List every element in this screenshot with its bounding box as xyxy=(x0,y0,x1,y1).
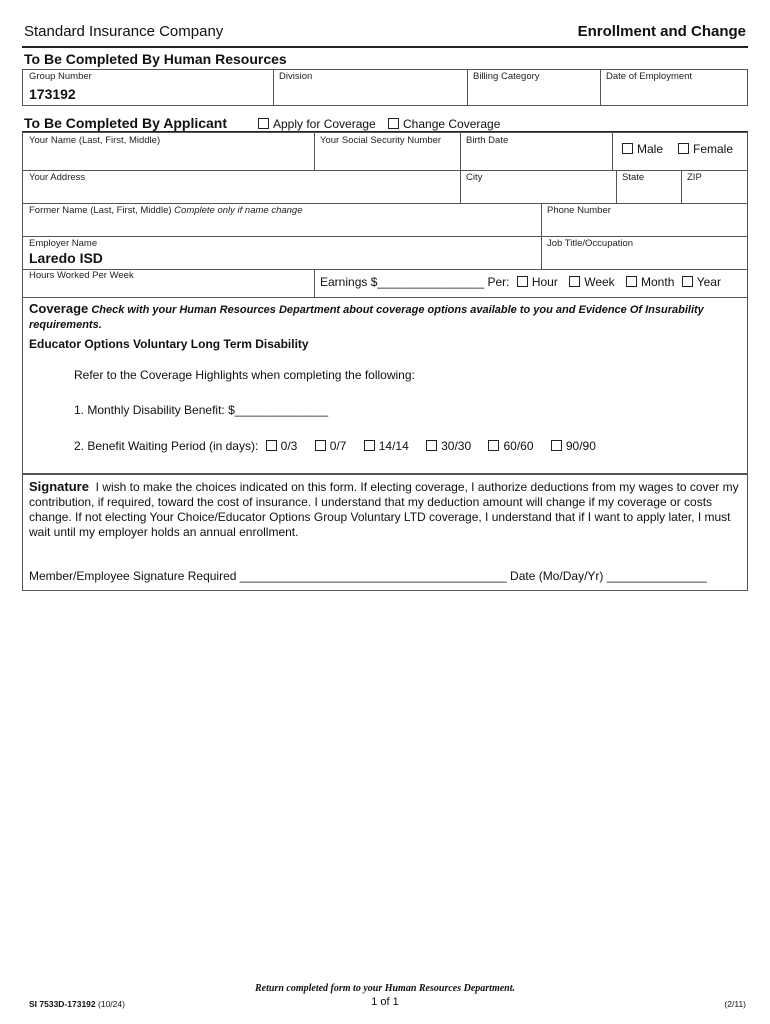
revision-date: (2/11) xyxy=(724,999,746,1009)
address-label: Your Address xyxy=(29,172,86,183)
female-checkbox[interactable] xyxy=(678,143,689,154)
signature-line[interactable]: Member/Employee Signature Required ________________________________________ Date (Mo/Day/Yr) _______________ xyxy=(29,569,707,583)
per-hour-option[interactable]: Hour xyxy=(517,275,558,289)
signature-statement: Signature I wish to make the choices indicated on this form. If electing coverage, I authorize deductions from my wages to cover my contribution, if required, toward the cost of insurance. I understand that my deduction amount will change if my coverage or costs change. If not electing Your Choice/Educator Options Group Voluntary LTD coverage, I understand that if I want to apply later, I must wait until my employer holds an annual enrollment. xyxy=(29,479,739,539)
waiting-14-14-option[interactable]: 14/14 xyxy=(364,439,409,453)
waiting-90-90-option[interactable]: 90/90 xyxy=(551,439,596,453)
waiting-0-3-option[interactable]: 0/3 xyxy=(266,439,298,453)
birth-date-label: Birth Date xyxy=(466,135,509,146)
waiting-period-row: 2. Benefit Waiting Period (in days): 0/3 0/7 14/14 30/30 60/60 90/90 xyxy=(74,439,596,453)
your-name-label: Your Name (Last, First, Middle) xyxy=(29,135,161,146)
group-number-label: Group Number xyxy=(29,71,92,82)
page-number: 1 of 1 xyxy=(371,996,399,1008)
waiting-60-60-option[interactable]: 60/60 xyxy=(488,439,533,453)
hours-worked-label: Hours Worked Per Week xyxy=(29,270,134,281)
change-coverage-option[interactable]: Change Coverage xyxy=(388,117,500,131)
per-month-option[interactable]: Month xyxy=(626,275,674,289)
coverage-heading xyxy=(29,301,729,333)
state-label: State xyxy=(622,172,645,183)
return-note: Return completed form to your Human Resources Department. xyxy=(254,983,515,994)
employer-name-label: Employer Name xyxy=(29,238,98,249)
male-option[interactable]: Male xyxy=(622,142,663,156)
earnings-field[interactable]: Earnings $________________ Per: Hour Week Month Year xyxy=(320,275,721,289)
applicant-section-title: To Be Completed By Applicant xyxy=(24,115,228,131)
former-name-note: Complete only if name change xyxy=(174,205,303,216)
coverage-intro: Refer to the Coverage Highlights when completing the following: xyxy=(74,368,415,382)
coverage-title: Coverage xyxy=(29,301,89,316)
division-label: Division xyxy=(279,71,313,82)
per-week-option[interactable]: Week xyxy=(569,275,614,289)
document-title: Enrollment and Change xyxy=(577,23,746,40)
former-name-label: Former Name (Last, First, Middle) Complete only if name change xyxy=(29,205,303,216)
waiting-0-7-option[interactable]: 0/7 xyxy=(315,439,347,453)
apply-for-coverage-option[interactable]: Apply for Coverage xyxy=(258,117,376,131)
monthly-benefit-field[interactable]: 1. Monthly Disability Benefit: $______________ xyxy=(74,403,329,417)
company-name: Standard Insurance Company xyxy=(24,23,224,40)
per-year-option[interactable]: Year xyxy=(682,275,721,289)
change-coverage-checkbox[interactable] xyxy=(388,118,399,129)
zip-label: ZIP xyxy=(687,172,702,183)
phone-label: Phone Number xyxy=(547,205,611,216)
date-of-employment-label: Date of Employment xyxy=(606,71,693,82)
header-rule xyxy=(22,46,748,48)
group-number-field[interactable]: 173192 xyxy=(29,86,76,102)
ssn-label: Your Social Security Number xyxy=(320,135,442,146)
hr-section-title: To Be Completed By Human Resources xyxy=(24,51,287,67)
employer-name-field[interactable]: Laredo ISD xyxy=(29,250,103,266)
city-label: City xyxy=(466,172,483,183)
billing-category-label: Billing Category xyxy=(473,71,540,82)
apply-for-coverage-checkbox[interactable] xyxy=(258,118,269,129)
male-checkbox[interactable] xyxy=(622,143,633,154)
plan-name: Educator Options Voluntary Long Term Disability xyxy=(29,337,309,351)
female-option[interactable]: Female xyxy=(678,142,733,156)
form-id: SI 7533D-173192 (10/24) xyxy=(29,999,125,1009)
waiting-30-30-option[interactable]: 30/30 xyxy=(426,439,471,453)
coverage-note: Check with your Human Resources Department about coverage options available to you and Evidence Of Insurability requirements. xyxy=(29,304,704,331)
job-title-label: Job Title/Occupation xyxy=(547,238,634,249)
signature-title: Signature xyxy=(29,479,89,494)
